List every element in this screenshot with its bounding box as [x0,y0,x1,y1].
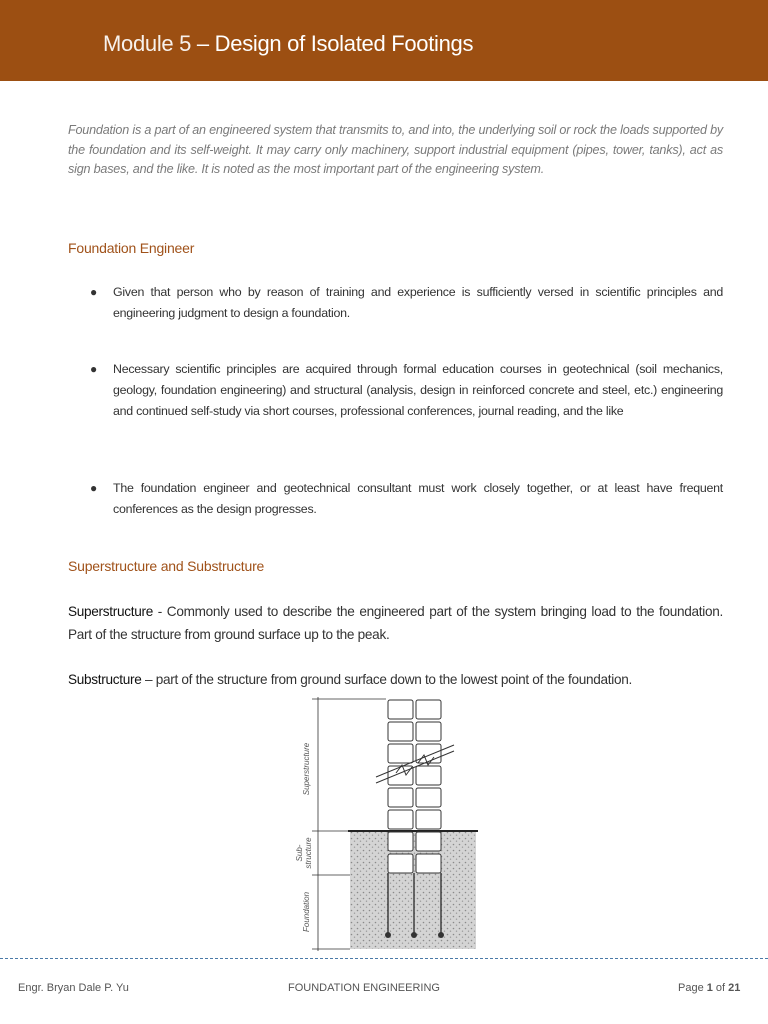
label-structure: structure [304,837,313,869]
superstructure-text: - Commonly used to describe the engineered part of the system bringing load to the foundation. Part of the structure from ground surface up to the peak. [68,604,723,642]
page-prefix: Page [678,982,707,994]
label-sub: Sub- [295,844,304,862]
bullet-icon: ● [90,481,98,495]
intro-paragraph: Foundation is a part of an engineered system that transmits to, and into, the underlying soil or rock the loads supported by the foundation and its self-weight. It may carry only machinery, support industrial equipment (pipes, tower, tanks), act as sign bases, and the like. It is noted as the most important part of the engineering system. [68,123,723,176]
list-item-text: Given that person who by reason of training and experience is sufficiently versed in scientific principles and engineering judgment to design a foundation. [113,285,723,320]
footer-page [678,982,740,994]
bullet-icon: ● [90,285,98,299]
list-item-text: The foundation engineer and geotechnical consultant must work closely together, or at least have frequent conferences as the design progresses. [113,481,723,516]
header-banner [0,0,768,81]
list-item [90,359,723,422]
bullet-icon: ● [90,362,98,376]
module-title: – Design of Isolated Footings [196,31,474,56]
substructure-term: Substructure [68,672,142,687]
footer-course: FOUNDATION ENGINEERING [288,982,440,994]
superstructure-term: Superstructure [68,604,153,619]
page-of: of [712,982,729,994]
superstructure-definition [68,600,723,646]
label-foundation: Foundation [302,891,311,933]
list-item [90,478,723,520]
module-number: Module 5 [103,31,192,56]
label-superstructure: Superstructure [302,742,311,796]
substructure-definition [68,668,723,691]
heading-superstructure-substructure: Superstructure and Substructure [68,558,265,574]
page-title [103,31,473,57]
footer-divider [0,958,768,959]
page-total: 21 [728,982,741,994]
substructure-text: – part of the structure from ground surface down to the lowest point of the foundation. [141,672,632,687]
list-item-text: Necessary scientific principles are acquired through formal education courses in geotechnical (soil mechanics, geology, foundation engineering) and structural (analysis, design in reinforced concrete and steel, etc.) engineering and continued self-study via short courses, professional conferences, journal reading, and the like [113,362,723,418]
footer-author: Engr. Bryan Dale P. Yu [18,982,129,994]
structure-figure [290,693,480,955]
page-current: 1 [706,982,713,994]
list-item [90,282,723,324]
heading-foundation-engineer: Foundation Engineer [68,240,195,256]
